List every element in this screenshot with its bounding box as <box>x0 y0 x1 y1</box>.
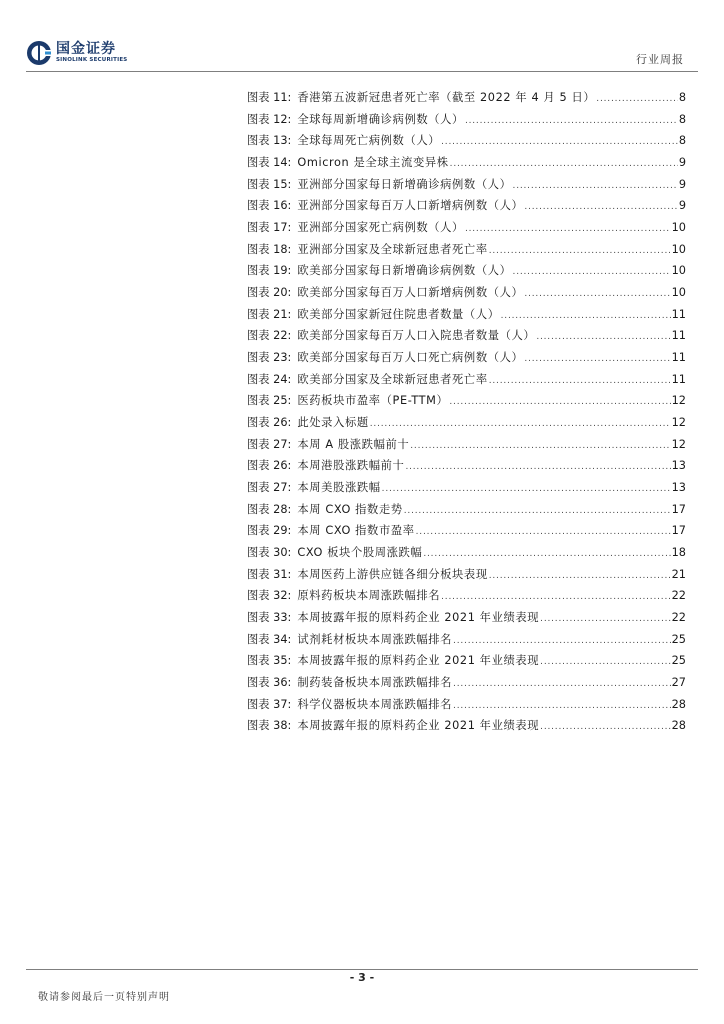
toc-page-number: 22 <box>671 611 686 625</box>
toc-leader-dots <box>524 284 670 304</box>
toc-figure-title: 亚洲部分国家每日新增确诊病例数（人） <box>297 177 512 191</box>
toc-leader-dots <box>524 197 677 217</box>
toc-leader-dots <box>501 306 671 326</box>
toc-leader-dots <box>405 457 670 477</box>
toc-entry[interactable] <box>247 174 686 196</box>
toc-leader-dots <box>513 176 678 196</box>
toc-leader-dots <box>453 631 671 651</box>
toc-page-number: 9 <box>678 199 686 213</box>
toc-entry[interactable] <box>247 130 686 152</box>
toc-page-number: 17 <box>671 502 686 516</box>
toc-figure-label: 图表 11: <box>247 91 292 104</box>
toc-page-number: 11 <box>671 372 686 386</box>
toc-figure-label: 图表 29: <box>247 524 292 538</box>
toc-page-number: 8 <box>678 112 686 126</box>
toc-leader-dots <box>449 392 670 412</box>
toc-figure-title: 本周披露年报的原料药企业 2021 年业绩表现 <box>297 719 540 733</box>
toc-entry[interactable] <box>247 325 686 347</box>
figure-list <box>247 87 686 737</box>
toc-page-number: 21 <box>671 567 686 581</box>
toc-entry[interactable] <box>247 260 686 282</box>
toc-entry[interactable] <box>247 87 686 109</box>
toc-figure-label: 图表 22: <box>247 329 292 343</box>
toc-entry[interactable] <box>247 282 686 304</box>
toc-figure-title: 本周医药上游供应链各细分板块表现 <box>297 567 488 581</box>
toc-figure-label: 图表 18: <box>247 242 292 256</box>
toc-entry[interactable] <box>247 585 686 607</box>
toc-figure-title: 欧美部分国家每日新增确诊病例数（人） <box>297 264 512 278</box>
toc-figure-label: 图表 25: <box>247 394 292 408</box>
toc-entry[interactable] <box>247 390 686 412</box>
toc-figure-title: 欧美部分国家及全球新冠患者死亡率 <box>297 372 488 386</box>
toc-figure-label: 图表 34: <box>247 632 292 646</box>
toc-entry[interactable] <box>247 152 686 174</box>
toc-figure-title: 科学仪器板块本周涨跌幅排名 <box>297 697 453 711</box>
toc-leader-dots <box>489 566 671 586</box>
toc-leader-dots <box>450 154 678 174</box>
toc-page-number: 8 <box>678 91 686 104</box>
toc-entry[interactable] <box>247 455 686 477</box>
toc-entry[interactable] <box>247 239 686 261</box>
toc-figure-label: 图表 16: <box>247 199 292 213</box>
toc-page-number: 9 <box>678 177 686 191</box>
toc-figure-title: 亚洲部分国家及全球新冠患者死亡率 <box>297 242 488 256</box>
toc-figure-title: 全球每周死亡病例数（人） <box>297 134 441 148</box>
toc-entry[interactable] <box>247 629 686 651</box>
toc-entry[interactable] <box>247 347 686 369</box>
toc-leader-dots <box>540 652 670 672</box>
toc-figure-title: CXO 板块个股周涨跌幅 <box>297 546 423 560</box>
toc-figure-title: 制药装备板块本周涨跌幅排名 <box>297 676 453 690</box>
toc-leader-dots <box>453 696 671 716</box>
toc-leader-dots <box>536 327 670 347</box>
toc-entry[interactable] <box>247 412 686 434</box>
toc-figure-label: 图表 36: <box>247 676 292 690</box>
toc-leader-dots <box>513 262 671 282</box>
toc-figure-title: 试剂耗材板块本周涨跌幅排名 <box>297 632 453 646</box>
toc-figure-label: 图表 26: <box>247 416 292 430</box>
toc-figure-label: 图表 23: <box>247 351 292 365</box>
toc-leader-dots <box>453 674 671 694</box>
toc-figure-title: 本周美股涨跌幅 <box>297 481 381 495</box>
toc-page-number: 12 <box>671 394 686 408</box>
toc-page-number: 10 <box>671 242 686 256</box>
toc-leader-dots <box>441 132 678 152</box>
toc-entry[interactable] <box>247 715 686 737</box>
toc-page-number: 12 <box>671 437 686 451</box>
toc-leader-dots <box>489 241 671 261</box>
toc-figure-title: 原料药板块本周涨跌幅排名 <box>297 589 441 603</box>
toc-page-number: 13 <box>671 481 686 495</box>
toc-leader-dots <box>416 522 671 542</box>
toc-page-number: 11 <box>671 307 686 321</box>
toc-page-number: 10 <box>671 221 686 235</box>
toc-entry[interactable] <box>247 369 686 391</box>
toc-page-number: 11 <box>671 351 686 365</box>
toc-figure-title: Omicron 是全球主流变异株 <box>297 156 449 170</box>
toc-figure-title: 欧美部分国家每百万人口死亡病例数（人） <box>297 351 524 365</box>
header-divider <box>26 71 698 72</box>
toc-leader-dots <box>370 414 671 434</box>
toc-leader-dots <box>423 544 670 564</box>
toc-page-number: 12 <box>671 416 686 430</box>
toc-figure-label: 图表 27: <box>247 481 292 495</box>
toc-page-number: 13 <box>671 459 686 473</box>
toc-figure-label: 图表 30: <box>247 546 292 560</box>
toc-figure-label: 图表 28: <box>247 502 292 516</box>
toc-page-number: 27 <box>671 676 686 690</box>
toc-figure-label: 图表 15: <box>247 177 292 191</box>
toc-entry[interactable] <box>247 542 686 564</box>
toc-leader-dots <box>404 501 671 521</box>
toc-figure-label: 图表 24: <box>247 372 292 386</box>
toc-figure-label: 图表 35: <box>247 654 292 668</box>
toc-leader-dots <box>465 111 678 131</box>
toc-figure-title: 本周 A 股涨跌幅前十 <box>297 437 410 451</box>
toc-entry[interactable] <box>247 499 686 521</box>
company-logo <box>26 40 127 66</box>
toc-figure-label: 图表 21: <box>247 307 292 321</box>
toc-leader-dots <box>540 609 670 629</box>
toc-page-number: 8 <box>678 134 686 148</box>
toc-figure-label: 图表 19: <box>247 264 292 278</box>
toc-figure-title: 全球每周新增确诊病例数（人） <box>297 112 464 126</box>
toc-page-number: 28 <box>671 697 686 711</box>
toc-figure-label: 图表 26: <box>247 459 292 473</box>
toc-page-number: 25 <box>671 632 686 646</box>
toc-page-number: 10 <box>671 286 686 300</box>
toc-figure-title: 亚洲部分国家每百万人口新增病例数（人） <box>297 199 524 213</box>
toc-figure-label: 图表 37: <box>247 697 292 711</box>
toc-figure-title: 本周 CXO 指数市盈率 <box>297 524 415 538</box>
toc-figure-title: 欧美部分国家每百万人口新增病例数（人） <box>297 286 524 300</box>
toc-entry[interactable] <box>247 672 686 694</box>
toc-page-number: 22 <box>671 589 686 603</box>
toc-figure-label: 图表 31: <box>247 567 292 581</box>
disclaimer-note: 敬请参阅最后一页特别声明 <box>38 992 170 1003</box>
toc-page-number: 11 <box>671 329 686 343</box>
toc-figure-title: 本周披露年报的原料药企业 2021 年业绩表现 <box>297 611 540 625</box>
toc-figure-label: 图表 13: <box>247 134 292 148</box>
toc-figure-title: 亚洲部分国家死亡病例数（人） <box>297 221 464 235</box>
page-number: - 3 - <box>349 971 375 984</box>
toc-figure-title: 欧美部分国家每百万人口入院患者数量（人） <box>297 329 536 343</box>
toc-figure-label: 图表 32: <box>247 589 292 603</box>
footer-divider <box>26 969 698 970</box>
toc-entry[interactable] <box>247 477 686 499</box>
toc-figure-label: 图表 14: <box>247 156 292 170</box>
logo-chinese-name: 国金证券 <box>56 41 116 57</box>
toc-leader-dots <box>410 436 670 456</box>
toc-entry[interactable] <box>247 520 686 542</box>
toc-entry[interactable] <box>247 434 686 456</box>
toc-figure-title: 本周 CXO 指数走势 <box>297 502 403 516</box>
toc-leader-dots <box>596 89 678 109</box>
toc-figure-title: 医药板块市盈率（PE-TTM） <box>297 394 449 408</box>
toc-entry[interactable] <box>247 694 686 716</box>
toc-figure-title: 香港第五波新冠患者死亡率（截至 2022 年 4 月 5 日） <box>297 91 596 104</box>
toc-figure-title: 欧美部分国家新冠住院患者数量（人） <box>297 307 500 321</box>
toc-leader-dots <box>540 717 670 737</box>
toc-leader-dots <box>382 479 671 499</box>
toc-figure-title: 本周披露年报的原料药企业 2021 年业绩表现 <box>297 654 540 668</box>
toc-page-number: 25 <box>671 654 686 668</box>
toc-page-number: 28 <box>671 719 686 733</box>
toc-page-number: 17 <box>671 524 686 538</box>
page-header <box>0 0 724 80</box>
logo-english-name: SINOLINK SECURITIES <box>56 57 128 63</box>
toc-page-number: 18 <box>671 546 686 560</box>
toc-page-number: 10 <box>671 264 686 278</box>
toc-figure-label: 图表 20: <box>247 286 292 300</box>
toc-leader-dots <box>489 371 671 391</box>
toc-entry[interactable] <box>247 304 686 326</box>
toc-page-number: 9 <box>678 156 686 170</box>
toc-figure-label: 图表 33: <box>247 611 292 625</box>
toc-entry[interactable] <box>247 650 686 672</box>
toc-figure-title: 本周港股涨跌幅前十 <box>297 459 405 473</box>
toc-figure-label: 图表 27: <box>247 437 292 451</box>
sinolink-logo-icon <box>26 40 52 66</box>
toc-leader-dots <box>465 219 671 239</box>
report-type: 行业周报 <box>636 53 684 66</box>
toc-figure-title: 此处录入标题 <box>297 416 369 430</box>
toc-figure-label: 图表 12: <box>247 112 292 126</box>
toc-entry[interactable] <box>247 217 686 239</box>
toc-entry[interactable] <box>247 607 686 629</box>
toc-entry[interactable] <box>247 564 686 586</box>
toc-figure-label: 图表 38: <box>247 719 292 733</box>
toc-leader-dots <box>441 587 670 607</box>
toc-entry[interactable] <box>247 109 686 131</box>
toc-entry[interactable] <box>247 195 686 217</box>
toc-figure-label: 图表 17: <box>247 221 292 235</box>
toc-leader-dots <box>524 349 670 369</box>
